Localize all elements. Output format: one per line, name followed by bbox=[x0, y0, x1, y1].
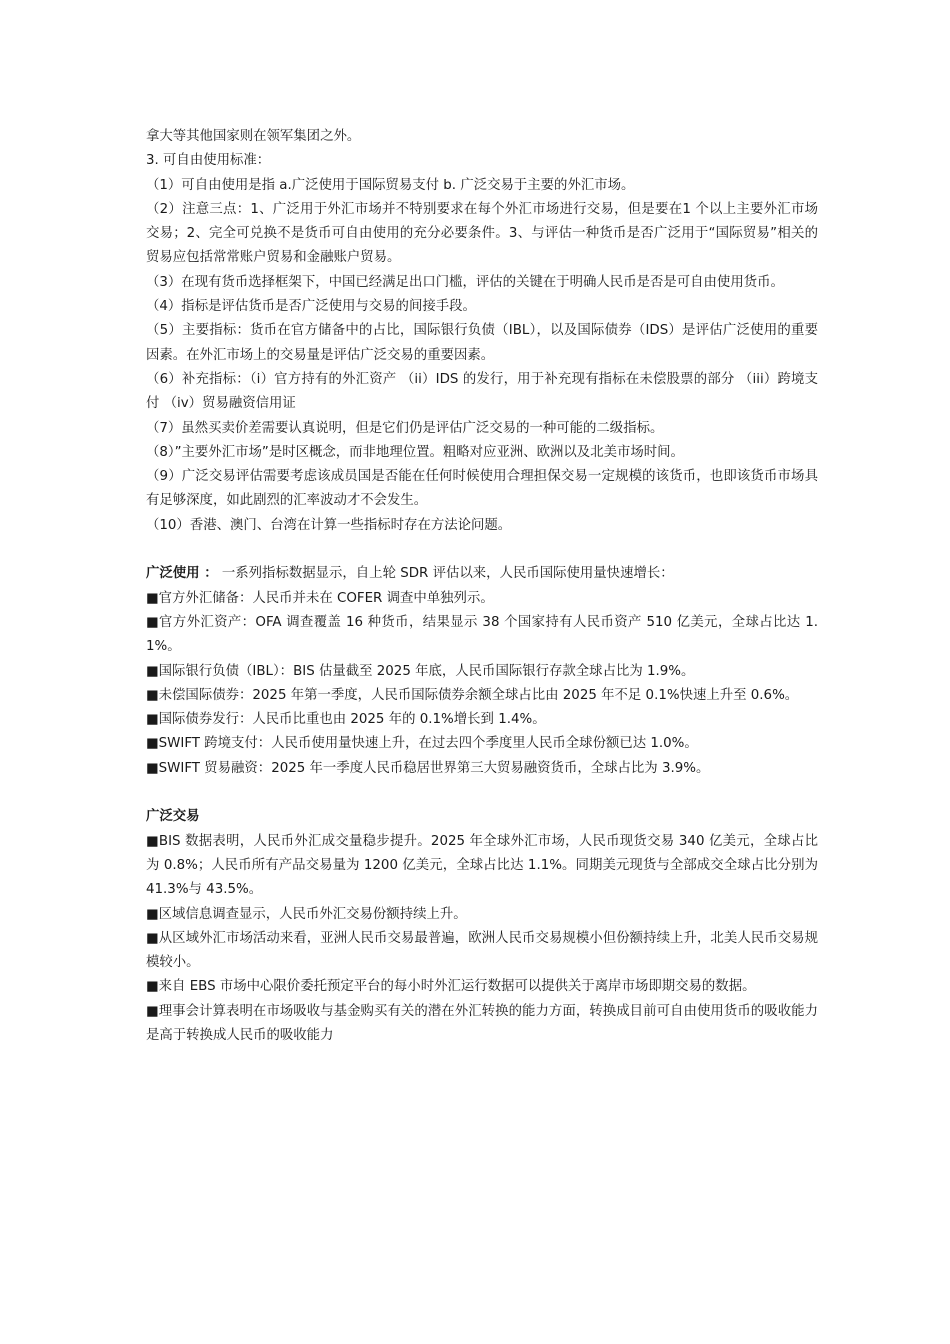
bullet-item: ■SWIFT 贸易融资：2025 年一季度人民币稳居世界第三大贸易融资货币，全球占比为 3.9%。 bbox=[146, 760, 710, 776]
list-item: （7）虽然买卖价差需要认真说明，但是它们仍是评估广泛交易的一种可能的二级指标。 bbox=[146, 420, 664, 436]
section-intro bbox=[146, 562, 818, 586]
bullet-item: ■BIS 数据表明，人民币外汇成交量稳步提升。2025 年全球外汇市场，人民币现货交易 340 亿美元，全球占比为 0.8%；人民币所有产品交易量为 1200 亿美元，全球占比达 1.1%。同期美元现货与全部成交全球占比分别为 41.3%与 43.5%。 bbox=[146, 833, 818, 898]
blank-line bbox=[146, 781, 818, 805]
bullet-item: ■从区域外汇市场活动来看，亚洲人民币交易最普遍，欧洲人民币交易规模小但份额持续上升，北美人民币交易规模较小。 bbox=[146, 930, 818, 971]
list-item: （2）注意三点：1、广泛用于外汇市场并不特别要求在每个外汇市场进行交易，但是要在1 个以上主要外汇市场交易；2、完全可兑换不是货币可自由使用的充分必要条件。3、与评估一种货币是否广泛用于“国际贸易”相关的贸易应包括常常账户贸易和金融账户贸易。 bbox=[146, 201, 818, 266]
section-heading: 广泛使用 ： bbox=[146, 566, 218, 582]
bullet-item: ■国际债券发行：人民币比重也由 2025 年的 0.1%增长到 1.4%。 bbox=[146, 712, 546, 728]
list-item: （8）”主要外汇市场”是时区概念，而非地理位置。粗略对应亚洲、欧洲以及北美市场时间。 bbox=[146, 444, 684, 460]
document-body bbox=[146, 125, 818, 1048]
bullet-item: ■来自 EBS 市场中心限价委托预定平台的每小时外汇运行数据可以提供关于离岸市场即期交易的数据。 bbox=[146, 979, 756, 995]
bullet-item: ■官方外汇储备：人民币并未在 COFER 调查中单独列示。 bbox=[146, 590, 494, 606]
list-item: （3）在现有货币选择框架下，中国已经满足出口门槛，评估的关键在于明确人民币是否是可自由使用货币。 bbox=[146, 274, 784, 290]
bullet-item: ■SWIFT 跨境支付：人民币使用量快速上升，在过去四个季度里人民币全球份额已达 1.0%。 bbox=[146, 736, 698, 752]
bullet-item: ■区域信息调查显示，人民币外汇交易份额持续上升。 bbox=[146, 906, 467, 922]
list-item: （6）补充指标：（i）官方持有的外汇资产 （ii）IDS 的发行，用于补充现有指标在未偿股票的部分 （iii）跨境支付 （iv）贸易融资信用证 bbox=[146, 371, 818, 412]
section-heading: 广泛交易 bbox=[146, 809, 200, 825]
bullet-item: ■理事会计算表明在市场吸收与基金购买有关的潜在外汇转换的能力方面，转换成目前可自由使用货币的吸收能力是高于转换成人民币的吸收能力 bbox=[146, 1003, 818, 1043]
list-item: （4）指标是评估货币是否广泛使用与交易的间接手段。 bbox=[146, 299, 476, 315]
paragraph: 拿大等其他国家则在领军集团之外。 bbox=[146, 129, 361, 144]
section-intro-text: 一系列指标数据显示，自上轮 SDR 评估以来，人民币国际使用量快速增长： bbox=[221, 566, 674, 582]
list-item: （10）香港、澳门、台湾在计算一些指标时存在方法论问题。 bbox=[146, 517, 512, 533]
list-item: （5）主要指标：货币在官方储备中的占比，国际银行负债（IBL），以及国际债券（IDS）是评估广泛使用的重要因素。在外汇市场上的交易量是评估广泛交易的重要因素。 bbox=[146, 323, 818, 363]
bullet-item: ■国际银行负债（IBL）：BIS 估量截至 2025 年底，人民币国际银行存款全球占比为 1.9%。 bbox=[146, 663, 695, 679]
list-item: （1）可自由使用是指 a.广泛使用于国际贸易支付 b. 广泛交易于主要的外汇市场。 bbox=[146, 177, 635, 193]
list-item: （9）广泛交易评估需要考虑该成员国是否能在任何时候使用合理担保交易一定规模的该货币，也即该货币市场具有足够深度，如此剧烈的汇率波动才不会发生。 bbox=[146, 469, 818, 509]
blank-line bbox=[146, 538, 818, 562]
bullet-item: ■官方外汇资产：OFA 调查覆盖 16 种货币，结果显示 38 个国家持有人民币资产 510 亿美元，全球占比达 1.1%。 bbox=[146, 614, 818, 655]
section-title: 3. 可自由使用标准： bbox=[146, 153, 271, 169]
bullet-item: ■未偿国际债券：2025 年第一季度，人民币国际债券余额全球占比由 2025 年不足 0.1%快速上升至 0.6%。 bbox=[146, 687, 799, 703]
